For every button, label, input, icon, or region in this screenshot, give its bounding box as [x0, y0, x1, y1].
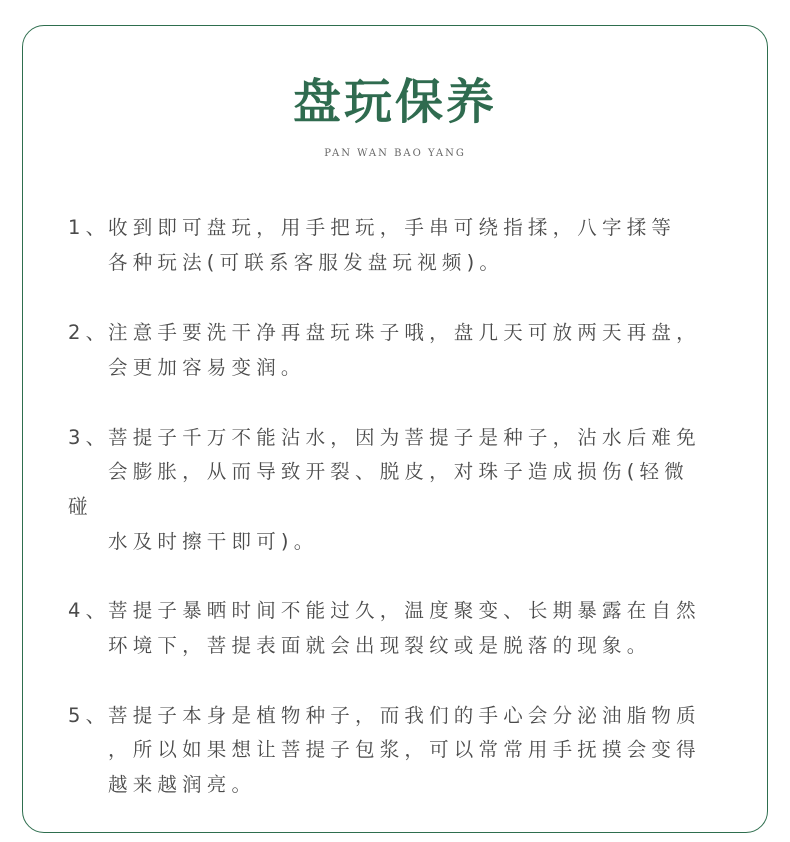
item-text-line: 收到即可盘玩，用手把玩，手串可绕指揉，八字揉等 — [108, 216, 677, 239]
page-subtitle: PAN WAN BAO YANG — [324, 148, 466, 159]
item-text-line: 环境下，菩提表面就会出现裂纹或是脱落的现象。 — [108, 634, 652, 657]
item-text-line: 越来越润亮。 — [108, 773, 257, 796]
item-text-line: 碰 — [68, 495, 93, 518]
item-text-line: 会更加容易变润。 — [108, 356, 306, 379]
item-text-line: ，所以如果想让菩提子包浆，可以常常用手抚摸会变得 — [108, 738, 701, 761]
item-number: 1、 — [68, 216, 111, 239]
care-item-5 — [68, 703, 701, 729]
item-text-line: 菩提子千万不能沾水，因为菩提子是种子，沾水后难免 — [108, 426, 701, 449]
item-number: 3、 — [68, 426, 111, 449]
item-text-line: 菩提子本身是植物种子，而我们的手心会分泌油脂物质 — [108, 704, 701, 727]
care-item-3 — [68, 425, 701, 451]
item-text-line: 会膨胀，从而导致开裂、脱皮，对珠子造成损伤(轻微 — [108, 460, 689, 483]
care-item-2 — [68, 320, 701, 346]
care-item-4 — [68, 598, 701, 624]
care-item-1 — [68, 215, 676, 241]
page-title: 盘玩保养 — [292, 74, 497, 130]
item-text-line: 各种玩法(可联系客服发盘玩视频)。 — [108, 251, 505, 274]
item-number: 4、 — [68, 599, 111, 622]
item-text-line: 注意手要洗干净再盘玩珠子哦，盘几天可放两天再盘， — [108, 321, 701, 344]
item-number: 5、 — [68, 704, 111, 727]
item-text-line: 水及时擦干即可)。 — [108, 530, 319, 553]
item-number: 2、 — [68, 321, 111, 344]
item-text-line: 菩提子暴晒时间不能过久，温度聚变、长期暴露在自然 — [108, 599, 701, 622]
